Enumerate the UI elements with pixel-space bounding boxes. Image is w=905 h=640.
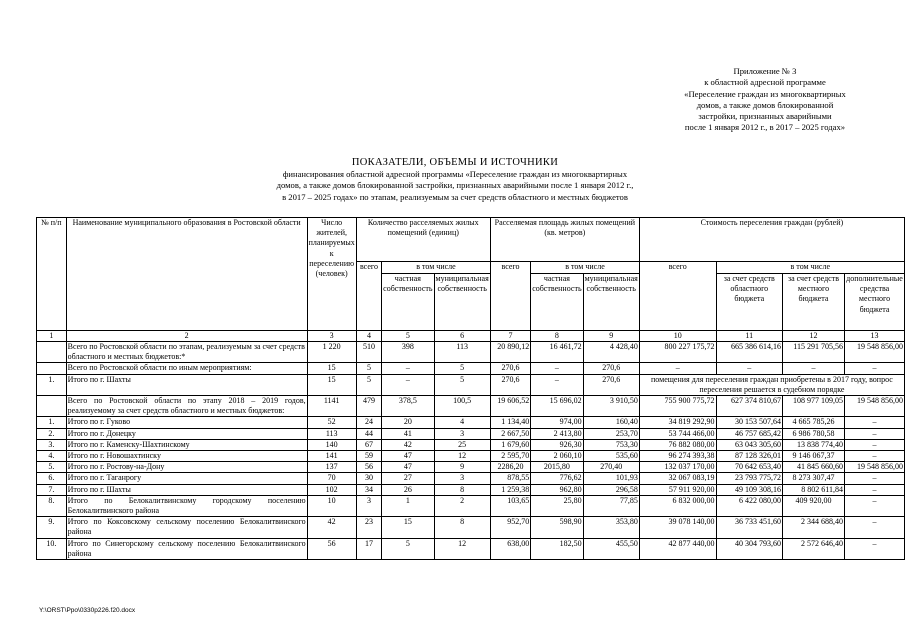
cell-qty-municipal: 12 — [434, 538, 490, 559]
cell-area-municipal: 3 910,50 — [583, 396, 639, 417]
cell-cost-regional: 665 386 614,16 — [716, 342, 782, 363]
row-no: 5. — [37, 462, 67, 473]
cell-people: 56 — [307, 538, 356, 559]
cell-qty-total: 479 — [356, 396, 381, 417]
header-qty: Количество расселяемых жилых помещений (единиц) — [356, 218, 490, 262]
cell-qty-total: 34 — [356, 484, 381, 495]
row-name: Всего по Ростовской области по этапу 2018 – 2019 годов, реализуемому за счет средств областного и местных бюджетов: — [67, 396, 306, 416]
cell-cost-local: 4 665 785,26 — [782, 417, 844, 428]
cell-qty-total: 17 — [356, 538, 381, 559]
cell-area-total: 270,6 — [490, 363, 530, 374]
col-number: 13 — [845, 331, 905, 342]
cell-area-municipal: 270,40 — [583, 462, 639, 473]
table-row — [37, 439, 905, 450]
cell-qty-total: 56 — [356, 462, 381, 473]
cell-qty-municipal: 4 — [434, 417, 490, 428]
cell-qty-total: 59 — [356, 451, 381, 462]
cell-cost-local: 2 344 688,40 — [782, 517, 844, 538]
cell-qty-total: 44 — [356, 428, 381, 439]
cell-people: 141 — [307, 451, 356, 462]
table-row — [37, 473, 905, 484]
cell-qty-municipal: 113 — [434, 342, 490, 363]
cell-area-total: 1 679,60 — [490, 439, 530, 450]
cell-people: 102 — [307, 484, 356, 495]
header-qty-municipal: муниципальная собственность — [434, 274, 490, 331]
col-number: 5 — [382, 331, 434, 342]
cell-cost-regional: 23 793 775,72 — [716, 473, 782, 484]
table-row — [37, 517, 905, 538]
row-no — [37, 342, 67, 363]
cell-cost-regional: 627 374 810,67 — [716, 396, 782, 417]
header-qty-private: частная собственность — [382, 274, 434, 331]
cell-area-private: 2015,80 — [531, 462, 583, 473]
col-number: 7 — [490, 331, 530, 342]
cell-cost-total: 76 882 080,00 — [639, 439, 716, 450]
cell-cost-extra: – — [845, 439, 905, 450]
document-title: ПОКАЗАТЕЛИ, ОБЪЕМЫ И ИСТОЧНИКИ — [351, 157, 559, 168]
document-subtitle-line: финансирования областной адресной программы «Переселение граждан из многоквартирных — [282, 169, 628, 179]
row-no: 2. — [37, 428, 67, 439]
cell-cost-extra: – — [845, 428, 905, 439]
col-number: 3 — [307, 331, 356, 342]
cell-cost-regional: 46 757 685,42 — [716, 428, 782, 439]
header-name: Наименование муниципального образования в Ростовской области — [66, 218, 307, 331]
header-cost: Стоимость переселения граждан (рублей) — [639, 218, 904, 262]
row-no: 1. — [37, 417, 67, 428]
cell-qty-private: – — [382, 374, 434, 395]
cell-area-municipal: 455,50 — [583, 538, 639, 559]
row-name: Итого по г. Каменску-Шахтинскому — [66, 439, 307, 450]
row-name: Всего по Ростовской области по иным мероприятиям: — [66, 363, 307, 374]
cell-cost-local: 9 146 067,37 — [782, 451, 844, 462]
appendix-line: домов, а также домов блокированной — [696, 99, 834, 110]
cell-area-municipal: 270,6 — [583, 374, 639, 395]
document-subtitle-line: в 2017 – 2025 годах» по этапам, реализуемым за счет средств областного и местных бюджетов — [282, 191, 628, 202]
cell-qty-municipal: 25 — [434, 439, 490, 450]
cell-people: 113 — [307, 428, 356, 439]
cell-cost-extra: – — [845, 484, 905, 495]
header-area-total: всего — [490, 262, 530, 331]
cell-area-municipal: 101,93 — [583, 473, 639, 484]
table-row — [37, 374, 905, 395]
cell-qty-total: 30 — [356, 473, 381, 484]
cell-area-private: 962,80 — [531, 484, 583, 495]
col-number: 2 — [66, 331, 307, 342]
cell-cost-total: 42 877 440,00 — [639, 538, 716, 559]
cell-area-private: 926,30 — [531, 439, 583, 450]
row-no — [37, 396, 67, 417]
row-name: Итого по г. Таганрогу — [66, 473, 307, 484]
cell-area-private: 598,90 — [531, 517, 583, 538]
col-number: 1 — [37, 331, 67, 342]
cell-cost-local: 108 977 109,05 — [782, 396, 844, 417]
cell-qty-municipal: 9 — [434, 462, 490, 473]
row-no: 1. — [37, 374, 67, 395]
cell-cost-regional: 87 128 326,01 — [716, 451, 782, 462]
cell-cost-extra: – — [845, 495, 905, 516]
cell-area-total: 20 890,12 — [490, 342, 530, 363]
cell-qty-private: 26 — [382, 484, 434, 495]
header-regional-budget: за счет средств областного бюджета — [716, 274, 782, 331]
cell-area-municipal: 353,80 — [583, 517, 639, 538]
cell-qty-municipal: 3 — [434, 473, 490, 484]
cell-qty-private: 1 — [382, 495, 434, 516]
cell-area-total: 1 134,40 — [490, 417, 530, 428]
cell-area-municipal: 535,60 — [583, 451, 639, 462]
cell-cost-local: 115 291 705,56 — [782, 342, 844, 363]
cell-cost-local: 409 920,00 — [782, 495, 844, 516]
appendix-line: после 1 января 2012 г., в 2017 – 2025 годах» — [684, 122, 846, 133]
row-no — [37, 363, 67, 374]
cell-cost-local: 13 838 774,40 — [782, 439, 844, 450]
cell-people: 10 — [307, 495, 356, 516]
appendix-line: «Переселение граждан из многоквартирных — [684, 88, 846, 99]
col-number: 12 — [782, 331, 844, 342]
cell-qty-private: 5 — [382, 538, 434, 559]
header-area-incl: в том числе — [531, 262, 640, 274]
cell-cost-extra: 19 548 856,00 — [845, 462, 905, 473]
cell-qty-municipal: 8 — [434, 517, 490, 538]
cell-qty-private: 15 — [382, 517, 434, 538]
row-name: Всего по Ростовской области по этапам, реализуемым за счет средств областного и местных бюджетов:* — [66, 342, 307, 363]
cell-area-total: 103,65 — [490, 495, 530, 516]
cell-cost-total: 6 832 000,00 — [639, 495, 716, 516]
cell-area-private: – — [531, 374, 583, 395]
header-qty-total: всего — [356, 262, 381, 331]
appendix-block — [640, 66, 890, 134]
row-no: 9. — [37, 517, 67, 538]
cell-area-private: 974,00 — [531, 417, 583, 428]
cell-cost-regional: – — [716, 363, 782, 374]
cell-area-private: 25,80 — [531, 495, 583, 516]
row-no: 8. — [37, 495, 67, 516]
appendix-line: застройки, признанных аварийными — [698, 111, 832, 122]
cell-qty-private: 47 — [382, 451, 434, 462]
cell-qty-private: – — [382, 363, 434, 374]
table-row — [37, 495, 905, 516]
cell-qty-total: 5 — [356, 374, 381, 395]
cell-cost-total: 132 037 170,00 — [639, 462, 716, 473]
indicators-table — [36, 217, 905, 560]
row-name: Итого по г. Донецку — [66, 428, 307, 439]
row-name: Итого по г. Шахты — [66, 484, 307, 495]
cell-area-total: 878,55 — [490, 473, 530, 484]
col-number: 11 — [716, 331, 782, 342]
cell-area-total: 638,00 — [490, 538, 530, 559]
row-name: Итого по Белокалитвинскому городскому поселению Белокалитвинского района — [67, 495, 306, 516]
cell-people: 42 — [307, 517, 356, 538]
cell-cost-regional: 63 043 305,60 — [716, 439, 782, 450]
row-name: Итого по г. Новошахтинску — [66, 451, 307, 462]
row-name: Итого по г. Гуково — [66, 417, 307, 428]
row-name: Итого по г. Шахты — [66, 374, 307, 395]
cell-area-total: 952,70 — [490, 517, 530, 538]
col-number: 9 — [583, 331, 639, 342]
table-row — [37, 484, 905, 495]
cell-cost-local: 8 273 307,47 — [782, 473, 844, 484]
cell-cost-extra: – — [845, 473, 905, 484]
cell-people: 52 — [307, 417, 356, 428]
cell-qty-private: 27 — [382, 473, 434, 484]
header-area: Расселяемая площадь жилых помещений (кв. метров) — [490, 218, 639, 262]
header-no: № п/п — [37, 218, 67, 331]
row-no: 3. — [37, 439, 67, 450]
cell-cost-regional: 40 304 793,60 — [716, 538, 782, 559]
cell-area-private: 2 060,10 — [531, 451, 583, 462]
cell-qty-private: 398 — [382, 342, 434, 363]
cell-cost-extra: 19 548 856,00 — [845, 396, 905, 417]
cell-cost-regional: 36 733 451,60 — [716, 517, 782, 538]
cell-cost-total: – — [639, 363, 716, 374]
table-row — [37, 417, 905, 428]
table-row — [37, 428, 905, 439]
cell-area-total: 2286,20 — [490, 462, 530, 473]
row-note: помещения для переселения граждан приобретены в 2017 году, вопрос переселения решается в судебном порядке — [639, 374, 904, 395]
row-no: 7. — [37, 484, 67, 495]
cell-qty-total: 23 — [356, 517, 381, 538]
cell-cost-total: 34 819 292,90 — [639, 417, 716, 428]
cell-area-municipal: 253,70 — [583, 428, 639, 439]
cell-people: 70 — [307, 473, 356, 484]
cell-qty-municipal: 5 — [434, 363, 490, 374]
cell-cost-total: 39 078 140,00 — [639, 517, 716, 538]
cell-people: 1141 — [307, 396, 356, 417]
header-extra-funds: дополнительные средства местного бюджета — [845, 274, 905, 331]
cell-people: 137 — [307, 462, 356, 473]
cell-people: 140 — [307, 439, 356, 450]
cell-qty-municipal: 3 — [434, 428, 490, 439]
cell-qty-total: 5 — [356, 363, 381, 374]
row-no: 4. — [37, 451, 67, 462]
row-name: Итого по г. Ростову-на-Дону — [66, 462, 307, 473]
cell-cost-regional: 70 642 653,40 — [716, 462, 782, 473]
header-area-municipal: муниципальная собственность — [583, 274, 639, 331]
cell-qty-municipal: 12 — [434, 451, 490, 462]
cell-cost-total: 96 274 393,38 — [639, 451, 716, 462]
cell-qty-total: 510 — [356, 342, 381, 363]
cell-area-municipal: 296,58 — [583, 484, 639, 495]
table-row — [37, 451, 905, 462]
table-row — [37, 396, 905, 417]
cell-area-private: – — [531, 363, 583, 374]
cell-qty-private: 47 — [382, 462, 434, 473]
header-qty-incl: в том числе — [382, 262, 491, 274]
cell-area-private: 2 413,80 — [531, 428, 583, 439]
header-cost-total: всего — [639, 262, 716, 331]
cell-area-municipal: 4 428,40 — [583, 342, 639, 363]
cell-qty-private: 41 — [382, 428, 434, 439]
cell-qty-total: 3 — [356, 495, 381, 516]
cell-people: 15 — [307, 363, 356, 374]
col-number: 6 — [434, 331, 490, 342]
cell-people: 1 220 — [307, 342, 356, 363]
table-row — [37, 462, 905, 473]
header-area-private: частная собственность — [531, 274, 583, 331]
cell-area-total: 270,6 — [490, 374, 530, 395]
cell-cost-regional: 30 153 507,64 — [716, 417, 782, 428]
cell-cost-total: 53 744 466,00 — [639, 428, 716, 439]
cell-area-municipal: 270,6 — [583, 363, 639, 374]
cell-cost-extra: 19 548 856,00 — [845, 342, 905, 363]
cell-area-private: 182,50 — [531, 538, 583, 559]
cell-qty-private: 42 — [382, 439, 434, 450]
cell-qty-municipal: 100,5 — [434, 396, 490, 417]
cell-cost-local: 2 572 646,40 — [782, 538, 844, 559]
cell-cost-regional: 6 422 080,00 — [716, 495, 782, 516]
cell-people: 15 — [307, 374, 356, 395]
header-local-budget: за счет средств местного бюджета — [782, 274, 844, 331]
cell-cost-total: 755 900 775,72 — [639, 396, 716, 417]
cell-area-private: 776,62 — [531, 473, 583, 484]
cell-cost-total: 57 911 920,00 — [639, 484, 716, 495]
row-no: 6. — [37, 473, 67, 484]
cell-cost-extra: – — [845, 417, 905, 428]
col-number: 8 — [531, 331, 583, 342]
table-row — [37, 363, 905, 374]
col-number: 10 — [639, 331, 716, 342]
cell-cost-extra: – — [845, 363, 905, 374]
cell-cost-local: 8 802 611,84 — [782, 484, 844, 495]
cell-area-total: 2 595,70 — [490, 451, 530, 462]
cell-area-total: 2 667,50 — [490, 428, 530, 439]
cell-cost-regional: 49 109 308,16 — [716, 484, 782, 495]
appendix-line: к областной адресной программе — [704, 77, 826, 88]
cell-qty-total: 24 — [356, 417, 381, 428]
cell-area-private: 16 461,72 — [531, 342, 583, 363]
cell-area-municipal: 77,85 — [583, 495, 639, 516]
cell-cost-total: 32 067 083,19 — [639, 473, 716, 484]
cell-qty-municipal: 5 — [434, 374, 490, 395]
table-row — [37, 538, 905, 559]
document-heading — [215, 156, 695, 203]
cell-area-municipal: 160,40 — [583, 417, 639, 428]
cell-area-municipal: 753,30 — [583, 439, 639, 450]
cell-qty-municipal: 2 — [434, 495, 490, 516]
file-path-footer: Y:\ORST\Ppo\0330p226.f20.docx — [39, 607, 136, 614]
row-no: 10. — [37, 538, 67, 559]
col-number: 4 — [356, 331, 381, 342]
cell-cost-extra: – — [845, 517, 905, 538]
appendix-line: Приложение № 3 — [733, 66, 797, 76]
row-name: Итого по Синегорскому сельскому поселению Белокалитвинского района — [67, 538, 306, 558]
cell-cost-local: 41 845 660,60 — [782, 462, 844, 473]
cell-cost-local: 6 986 780,58 — [782, 428, 844, 439]
cell-area-total: 1 259,38 — [490, 484, 530, 495]
cell-cost-local: – — [782, 363, 844, 374]
header-people: Число жителей, планируемых к переселению (человек) — [307, 218, 356, 331]
cell-cost-total: 800 227 175,72 — [639, 342, 716, 363]
cell-area-private: 15 696,02 — [531, 396, 583, 417]
row-name: Итого по Коксовскому сельскому поселению Белокалитвинского района — [67, 517, 306, 537]
cell-qty-private: 378,5 — [382, 396, 434, 417]
cell-qty-municipal: 8 — [434, 484, 490, 495]
cell-cost-extra: – — [845, 538, 905, 559]
header-cost-incl: в том числе — [716, 262, 904, 274]
table-row — [37, 342, 905, 363]
document-subtitle-line: домов, а также домов блокированной застройки, признанных аварийными после 1 января 2012 г., — [276, 180, 634, 191]
cell-cost-extra: – — [845, 451, 905, 462]
cell-qty-total: 67 — [356, 439, 381, 450]
cell-area-total: 19 606,52 — [490, 396, 530, 417]
cell-qty-private: 20 — [382, 417, 434, 428]
